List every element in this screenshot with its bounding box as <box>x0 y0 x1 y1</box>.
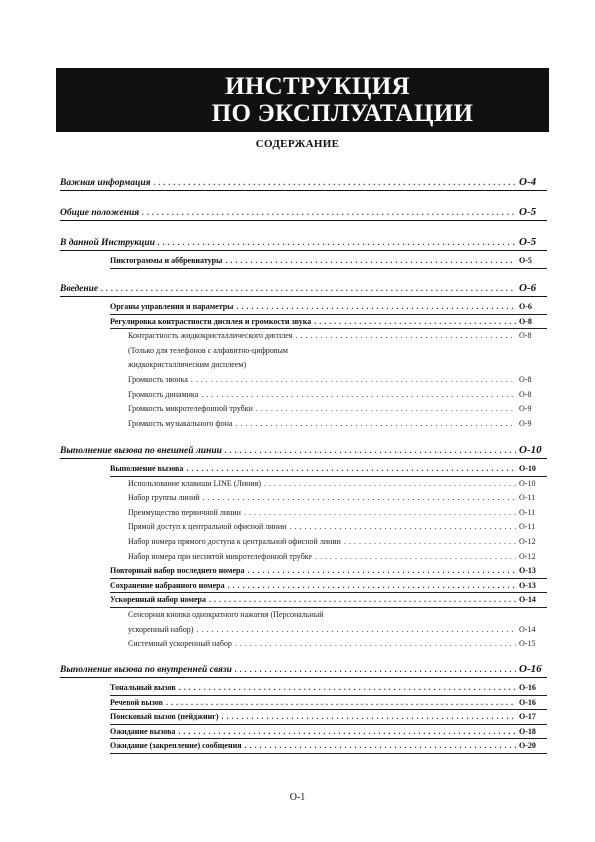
toc-section[interactable] <box>60 663 547 675</box>
toc-subitem[interactable] <box>128 522 547 531</box>
toc-subitem-label: Использование клавиши LINE (Линия) <box>128 478 262 488</box>
section-rule <box>60 220 547 221</box>
item-rule <box>110 738 547 739</box>
toc-item-label: Тональный вызов <box>110 683 176 692</box>
dot-leader <box>245 741 516 750</box>
toc-item[interactable] <box>110 302 547 311</box>
item-rule <box>110 724 547 725</box>
toc-subitem-label: Сенсорная кнопка однократного нажатия (Персональный <box>128 610 324 619</box>
dot-leader <box>209 595 516 604</box>
toc-subitem[interactable] <box>128 390 547 399</box>
item-rule <box>110 314 547 315</box>
toc-item-page: O-13 <box>519 566 536 576</box>
toc-section-label: Выполнение вызова по внешней линии <box>60 446 222 456</box>
toc-subitem[interactable] <box>128 552 547 561</box>
toc-subitem-label: Набор номера прямого доступа к центральной офисной линии <box>128 537 341 546</box>
section-rule <box>60 250 547 251</box>
toc-section-page: O-5 <box>519 206 537 218</box>
toc-subitem-label: Громкость динамика <box>128 389 199 399</box>
toc-item-page: O-8 <box>519 316 532 326</box>
dot-leader <box>158 238 516 247</box>
toc-section-page: O-16 <box>519 663 542 675</box>
dot-leader <box>228 581 516 590</box>
toc-subitem[interactable] <box>128 331 547 340</box>
toc-subitem-page: O-8 <box>519 389 532 399</box>
toc-subitem-label: Громкость микротелефонной трубки <box>128 404 253 414</box>
toc-subitem[interactable] <box>128 639 547 648</box>
dot-leader <box>222 712 516 721</box>
toc-subitem[interactable] <box>128 537 547 546</box>
dot-leader <box>178 727 516 736</box>
section-rule <box>60 458 547 459</box>
dot-leader <box>295 331 516 340</box>
toc-subitem[interactable] <box>128 625 547 634</box>
toc-item-page: O-10 <box>519 464 536 473</box>
toc-item-label: Речевой вызов <box>110 697 163 707</box>
dot-leader <box>225 446 516 455</box>
toc-item-page: O-6 <box>519 302 532 311</box>
item-rule <box>110 695 547 696</box>
dot-leader <box>344 537 516 546</box>
toc-section-label: В данной Инструкции <box>60 238 155 248</box>
dot-leader <box>315 552 516 561</box>
title-banner <box>56 68 549 132</box>
toc-subitem-page: O-8 <box>519 375 532 384</box>
item-rule <box>110 607 547 608</box>
toc-item-label: Выполнение вызова <box>110 464 184 473</box>
dot-leader <box>247 566 516 575</box>
toc-subitem-page: O-15 <box>519 639 536 649</box>
dot-leader <box>166 698 516 707</box>
toc-item[interactable] <box>110 741 547 750</box>
toc-item[interactable] <box>110 581 547 590</box>
toc-subitem[interactable] <box>128 419 547 428</box>
dot-leader <box>196 625 516 634</box>
toc-subitem-label: Громкость музыкального фона <box>128 418 233 428</box>
toc-item[interactable] <box>110 464 547 473</box>
toc-item-page: O-13 <box>519 580 536 590</box>
toc-subitem[interactable] <box>128 610 547 619</box>
toc-subitem-label: Преимущество первичной линии <box>128 507 241 517</box>
item-rule <box>110 578 547 579</box>
toc-subitem[interactable] <box>128 375 547 384</box>
toc-subitem[interactable] <box>128 346 547 355</box>
toc-item[interactable] <box>110 317 547 326</box>
toc-item-label: Ожидание вызова <box>110 726 176 736</box>
section-rule <box>60 296 547 297</box>
toc-subitem-page: O-11 <box>519 507 536 517</box>
dot-leader <box>235 419 516 428</box>
dot-leader <box>225 256 516 265</box>
toc-item-label: Пиктограммы и аббревиатуры <box>110 256 223 265</box>
toc-subitem-page: O-14 <box>519 624 536 634</box>
toc-item[interactable] <box>110 595 547 604</box>
dot-leader <box>244 508 516 517</box>
dot-leader <box>101 284 516 293</box>
toc-subitem-page: O-8 <box>519 331 532 341</box>
toc-section-page: O-4 <box>519 176 537 188</box>
toc-section[interactable] <box>60 444 547 456</box>
toc-item[interactable] <box>110 683 547 692</box>
dot-leader <box>191 375 516 384</box>
dot-leader <box>289 522 516 531</box>
toc-item-page: O-5 <box>519 256 532 265</box>
toc-subitem-page: O-11 <box>519 493 536 503</box>
toc-subitem-label: жидкокристаллическим дисплеем) <box>128 360 247 370</box>
toc-item-label: Повторный набор последнего номера <box>110 566 245 576</box>
toc-subitem-label: (Только для телефонов с алфавитно-цифровым <box>128 345 288 355</box>
toc-section[interactable] <box>60 206 547 218</box>
item-rule <box>110 476 547 477</box>
toc-item-page: O-16 <box>519 683 536 692</box>
toc-section[interactable] <box>60 176 547 188</box>
toc-subitem-label: ускоренный набор) <box>128 624 194 634</box>
item-rule <box>110 328 547 329</box>
dot-leader <box>179 683 516 692</box>
toc-subitem-label: Прямой доступ к центральной офисной линии <box>128 522 287 532</box>
page-number: O-1 <box>289 792 306 803</box>
toc-item-page: O-16 <box>519 697 536 707</box>
dot-leader <box>203 493 516 502</box>
toc-item-label: Регулировка контрастности дисплея и громкости звука <box>110 316 312 326</box>
toc-subitem[interactable] <box>128 360 547 369</box>
toc-subitem-page: O-10 <box>519 478 536 488</box>
toc-subitem[interactable] <box>128 404 547 413</box>
dot-leader <box>235 665 516 674</box>
dot-leader <box>142 208 516 217</box>
toc-item-page: O-17 <box>519 712 536 722</box>
toc-section[interactable] <box>60 236 547 248</box>
toc-subitem-label: Контрастность жидкокристаллического дисплея <box>128 331 293 341</box>
toc-item-page: O-14 <box>519 595 536 605</box>
toc-subitem[interactable] <box>128 479 547 488</box>
item-rule <box>110 268 547 269</box>
toc-item[interactable] <box>110 727 547 736</box>
toc-item-page: O-20 <box>519 741 536 751</box>
toc-item[interactable] <box>110 712 547 721</box>
toc-section-page: O-10 <box>519 444 542 456</box>
toc-item-label: Ожидание (закрепление) сообщения <box>110 741 242 751</box>
toc-item-label: Ускоренный набор номера <box>110 595 206 605</box>
item-rule <box>110 709 547 710</box>
toc-subitem-page: O-9 <box>519 404 532 414</box>
toc-heading: СОДЕРЖАНИЕ <box>255 138 340 150</box>
toc-subitem-label: Системный ускоренный набор <box>128 639 232 649</box>
toc-section-label: Важная информация <box>60 178 151 188</box>
dot-leader <box>256 404 516 413</box>
toc-item[interactable] <box>110 698 547 707</box>
title-line-2: ПО ЭКСПЛУАТАЦИИ <box>211 100 474 127</box>
toc-section-page: O-5 <box>519 236 537 248</box>
toc-item-label: Сохранение набранного номера <box>110 580 225 590</box>
toc-item[interactable] <box>110 566 547 575</box>
section-rule <box>60 190 547 191</box>
toc-subitem-page: O-12 <box>519 537 536 546</box>
toc-section[interactable] <box>60 282 547 294</box>
item-rule <box>110 592 547 593</box>
dot-leader <box>201 390 516 399</box>
toc-section-label: Введение <box>60 284 99 294</box>
dot-leader <box>314 317 516 326</box>
toc-subitem-label: Набор номера при неснятой микротелефонной трубке <box>128 551 312 561</box>
title-line-1: ИНСТРУКЦИЯ <box>225 73 410 100</box>
toc-subitem[interactable] <box>128 493 547 502</box>
toc-subitem-page: O-11 <box>519 522 536 532</box>
dot-leader <box>264 479 516 488</box>
toc-section-page: O-6 <box>519 282 537 294</box>
toc-subitem-page: O-9 <box>519 418 532 428</box>
toc-section-label: Выполнение вызова по внутренней связи <box>60 665 232 675</box>
dot-leader <box>154 178 516 187</box>
section-rule <box>60 677 547 678</box>
dot-leader <box>186 464 516 473</box>
toc-item-label: Органы управления и параметры <box>110 302 234 311</box>
dot-leader <box>236 302 516 311</box>
dot-leader <box>235 639 516 648</box>
toc-subitem-label: Громкость звонка <box>128 375 188 384</box>
toc-item-page: O-18 <box>519 726 536 736</box>
toc-section-label: Общие положения <box>60 208 140 218</box>
toc-subitem[interactable] <box>128 508 547 517</box>
item-rule <box>110 753 547 754</box>
toc-subitem-label: Набор группы линий <box>128 493 200 503</box>
toc-item[interactable] <box>110 256 547 265</box>
toc-item-label: Поисковый вызов (пейджинг) <box>110 712 219 722</box>
toc-subitem-page: O-12 <box>519 551 536 561</box>
